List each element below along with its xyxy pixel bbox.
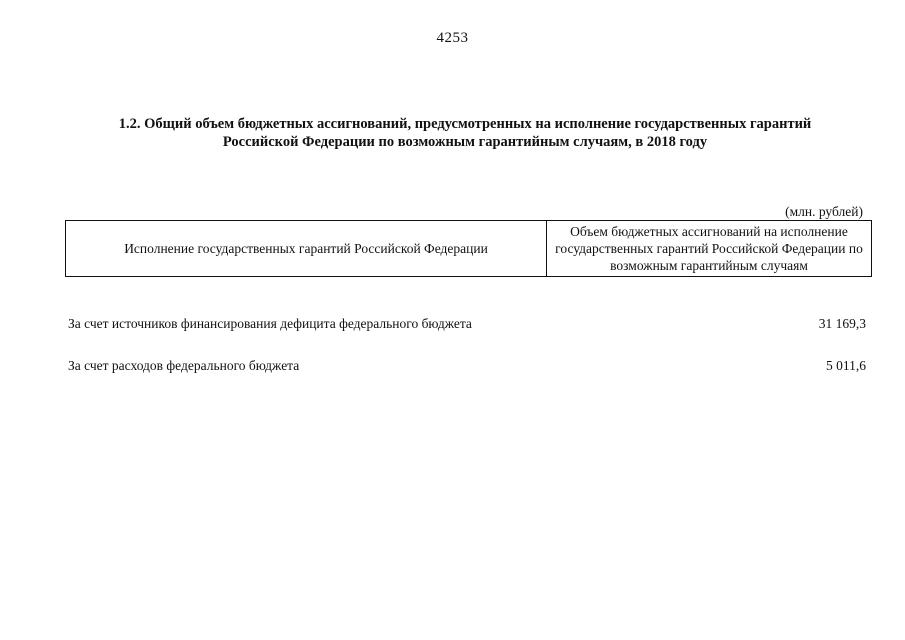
column-header-guarantees: Исполнение государственных гарантий Российской Федерации [66, 221, 547, 276]
table-header [65, 220, 872, 277]
section-title-line-1: 1.2. Общий объем бюджетных ассигнований, предусмотренных на исполнение государственных гарантий [118, 116, 812, 132]
table-row [68, 316, 866, 332]
section-title-line-2: Российской Федерации по возможным гарантийным случаям, в 2018 году [222, 134, 708, 150]
page-number: 4253 [436, 30, 469, 46]
row-label: За счет расходов федерального бюджета [68, 358, 300, 373]
row-label: За счет источников финансирования дефицита федерального бюджета [68, 316, 472, 331]
column-header-allocations: Объем бюджетных ассигнований на исполнение государственных гарантий Российской Федерации по возможным гарантийным случаям [555, 224, 863, 273]
section-title [60, 115, 870, 151]
row-value: 31 169,3 [818, 316, 866, 331]
table-row [68, 358, 866, 374]
units-label: (млн. рублей) [785, 204, 863, 219]
row-value: 5 011,6 [826, 358, 866, 373]
